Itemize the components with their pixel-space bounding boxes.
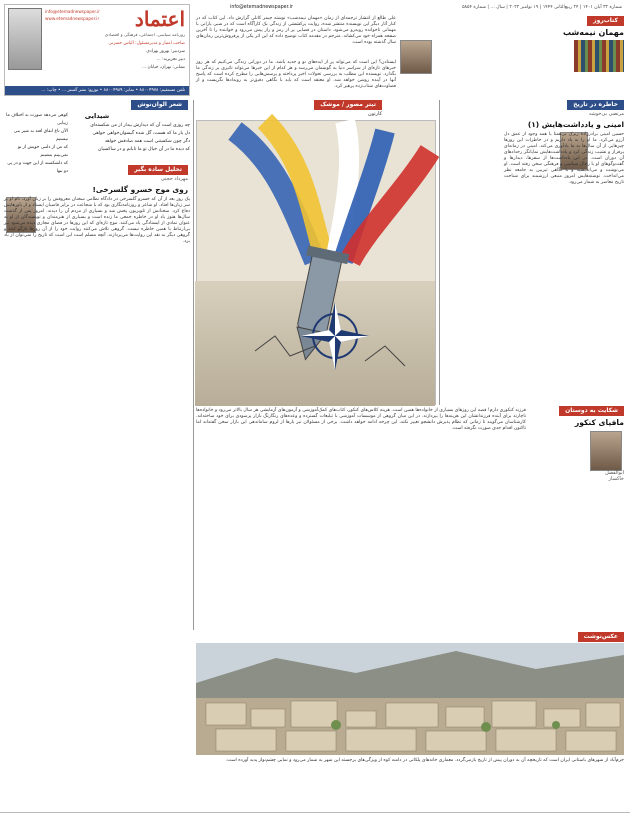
photo-caption: خرم‌آباد از شهرهای باستانی ایران است که تاریخچه آن به دوران پیش از تاریخ بازمی‌گردد. معماری خانه‌های پلکانی در دامنه کوه از ویژگی‌های برجسته این شهر به شمار می‌رود و نمایی چشم‌نواز پدید آورده است.: [225, 758, 624, 763]
section-tag-book: کتاب‌روز: [587, 16, 624, 26]
poem-line-4: که دیده ما در آن خیال تو ما تابانم و در ساکسیان: [98, 147, 190, 152]
left-article-body: یک روز بعد از آن که خسرو گلسرخی در دادگاه نظامی سخنان معروفش را بر زبان آورد، نام او بر سر زبان‌ها افتاد. او شاعر و روزنامه‌نگاری بود که با شجاعت در برابر قاضیان ایستاد و از باورهایش دفاع کرد. سخنانش از تلویزیون پخش شد و بسیاری از مردم آن را دیدند. امروز پس از گذشت سال‌ها هنوز یاد او در خاطره جمعی ما زنده است و بسیاری از هنرمندان و نویسندگان از او به عنوان نمادی از ایستادگی یاد می‌کنند. موج تازه‌ای که این روزها در فضای مجازی دیده می‌شود نیز بی‌ارتباط با همین خاطره نیست. گروهی تلاش می‌کنند روایت خود را از آن روزها بازگو کنند و گروهی دیگر به نقد این روایت‌ها می‌پردازند. آنچه مسلم است این است که تاریخ را نمی‌توان از یاد برد.: [4, 197, 190, 244]
memory-body: حسین امینی برادرزاده زیرک بی‌همتا با همه وجود از عمق دل آرزو می‌کرد. ما او را به یاد داریم و در خاطرات این روزها چیزهایی از آن سال‌ها به ما یادآوری می‌کند. امینی در زمانه‌ای پرفراز و نشیب زندگی کرد و یادداشت‌هایش نمایانگر رخدادهای آن دوران است. در این یادداشت‌ها از سفرها، دیدارها و گفت‌وگوهای او با رجال سیاسی و فرهنگی سخن رفته است. او می‌نوشت و می‌اندیشید و با نگاهی تیزبین به جامعه نظر می‌انداخت. نوشته‌هایش امروز منبعی ارزشمند برای شناخت تاریخ معاصر به شمار می‌رود.: [504, 132, 624, 185]
section-tag-photo: عکس‌نوشت: [578, 632, 624, 642]
issue-line: شماره ۳۲ آبان ۱۴۰۱ | ۲۴ ربیع‌الثانی ۱۴۴۴ | ۱۹ نوامبر ۲۰۲۲ | سال ... | شماره ۵۸۵۴: [462, 5, 622, 10]
memory-title: امینی و یادداشت‌هایش (۱): [527, 120, 624, 129]
section-tag-analysis: تحلیل ساده بگیر: [128, 165, 188, 175]
masthead-line-4: نشانی: تهران، خیابان ...: [142, 65, 185, 70]
bookshelf-image: [574, 40, 624, 72]
thumbnail-front-page: [8, 8, 42, 70]
mid-article-title: مافیای کنکور: [574, 418, 624, 427]
left-article-title: روی موج خسرو گلسرخی!: [92, 185, 188, 194]
site-left-2: www.etemadnewspaper.ir: [45, 16, 100, 21]
memory-author: مرتضی بی‌خوشه: [588, 111, 624, 117]
city-photo: [196, 643, 624, 755]
poem-right: کوهی می‌دهد صورت به اختلاف ما زیبایی الآن تاع اتفاق افتد به شیر بنی نیستیم که من از دلتنی خویش از تو نمی‌بینم بنشینم که دلشکسته از این جهت و در پی دو تنها: [6, 113, 68, 174]
site-center: info@etemadnewspaper.ir: [230, 5, 293, 10]
column-rule-2: [439, 100, 440, 405]
portrait-book-author: [400, 40, 432, 74]
bottom-rule: [0, 812, 630, 813]
logo-text: اعتماد: [134, 7, 185, 31]
masthead: [4, 4, 190, 96]
section-tag-cartoon: تیتر مصور / موشک: [314, 100, 382, 110]
poem-line-3: دگر چون شکستنی است همه صادقش خواهد: [104, 139, 190, 144]
section-tag-poem: شعر الوان‌نوش: [131, 100, 188, 110]
cartoon-artist: کارتون: [368, 111, 382, 117]
mid-article-body: فرزند کنکوری دارم! قصه این روزهای بسیاری از خانواده‌ها همین است. هزینه کلاس‌های کنکور، کتاب‌های کمک‌آموزشی و آزمون‌های آزمایشی هر سال بالاتر می‌رود و خانواده‌ها ناچارند برای آینده فرزندانشان این هزینه‌ها را بپردازند. در این میان گروهی از موسسات آموزشی با تبلیغات گسترده و وعده‌های رنگارنگ بازار پرسودی برای خود ساخته‌اند. کارشناسان می‌گویند تا زمانی که نظام پذیرش دانشجو تغییر نکند، این چرخه ادامه خواهد داشت. برخی از مسئولان نیز بارها از لزوم ساماندهی این بازار سخن گفته‌اند اما تاکنون اقدام جدی صورت نگرفته است.: [196, 408, 526, 431]
poem-line-2: دل یار ما که هست، گل شده گیسوان‌خواهی خواهی: [92, 131, 190, 136]
left-article-author: مهرداد حجتی: [160, 176, 188, 182]
contact-bar: تلفن مستقیم: ۸۸۰۰۴۹۷۸ • نمابر: ۸۸۰۰۴۹۸۹ • توزیع: نشر گستر ... • چاپ: ...: [5, 86, 189, 95]
column-rule-1: [193, 100, 194, 630]
cartoon-illustration: [195, 121, 435, 406]
site-left-1: info@etemadnewspaper.ir: [45, 9, 100, 14]
logo: [115, 7, 185, 31]
portrait-mid-author: [590, 431, 622, 471]
masthead-line-2: سردبیر: بهروز بهزادی: [146, 49, 185, 54]
masthead-line-3: دبیر تحریریه: ...: [156, 57, 185, 62]
poem-line-1: چه روزی است آن که دیدارش بیدار از من شکسته‌ای: [90, 123, 190, 128]
section-tag-complaint: شکایت به دوستان: [559, 406, 624, 416]
cartoon-image: [196, 120, 436, 405]
city-illustration: [196, 643, 624, 755]
book-title: مهمان نیمه‌شب: [562, 28, 624, 37]
logo-caption: روزنامه سیاسی، اجتماعی، فرهنگی و اقتصادی: [104, 32, 185, 37]
section-tag-memory: خاطره در تاریخ: [567, 100, 624, 110]
center-top-body: ایستادن؟ این است که می‌تواند پر از ایده‌های نو و جدید باشد. ما در دورانی زندگی می‌کنیم که هر روز خبرهای تازه‌ای از سراسر دنیا به گوشمان می‌رسد و هر کدام از این خبرها می‌تواند تاثیری بر زندگی ما بگذارد. نویسنده این مطلب به بررسی تحولات اخیر پرداخته و پرسش‌هایی را مطرح کرده است که پاسخ آنها در آینده روشن خواهد شد. او معتقد است که باید با نگاهی دقیق‌تر به رویدادها نگریست و از قضاوت‌های شتاب‌زده پرهیز کرد.: [196, 60, 396, 89]
poem-title: شیدایی: [84, 112, 110, 120]
masthead-line-1: صاحب امتیاز و مدیرمسئول: الیاس حضرتی: [108, 41, 185, 46]
mid-article-author: ابوالفضل خاکسار: [605, 470, 624, 483]
book-body: علی طالع از انتشار ترجمه‌ای از رمان «مهمان نیمه‌شب» نوشته جیمز کانلی گزارش داد. این کتاب که در کنار آثار دیگر این نویسنده منتشر شده، روایت پرکششی از زندگی یک کارآگاه است که در شبی بارانی با مهمانی ناخوانده روبه‌رو می‌شود. داستان در فضایی پر از رمز و راز پیش می‌رود و خواننده را تا آخرین صفحه همراه خود می‌کشاند. مترجم در مقدمه کتاب توضیح داده که این اثر یکی از پرفروش‌ترین رمان‌های سال گذشته بوده است.: [196, 16, 396, 45]
